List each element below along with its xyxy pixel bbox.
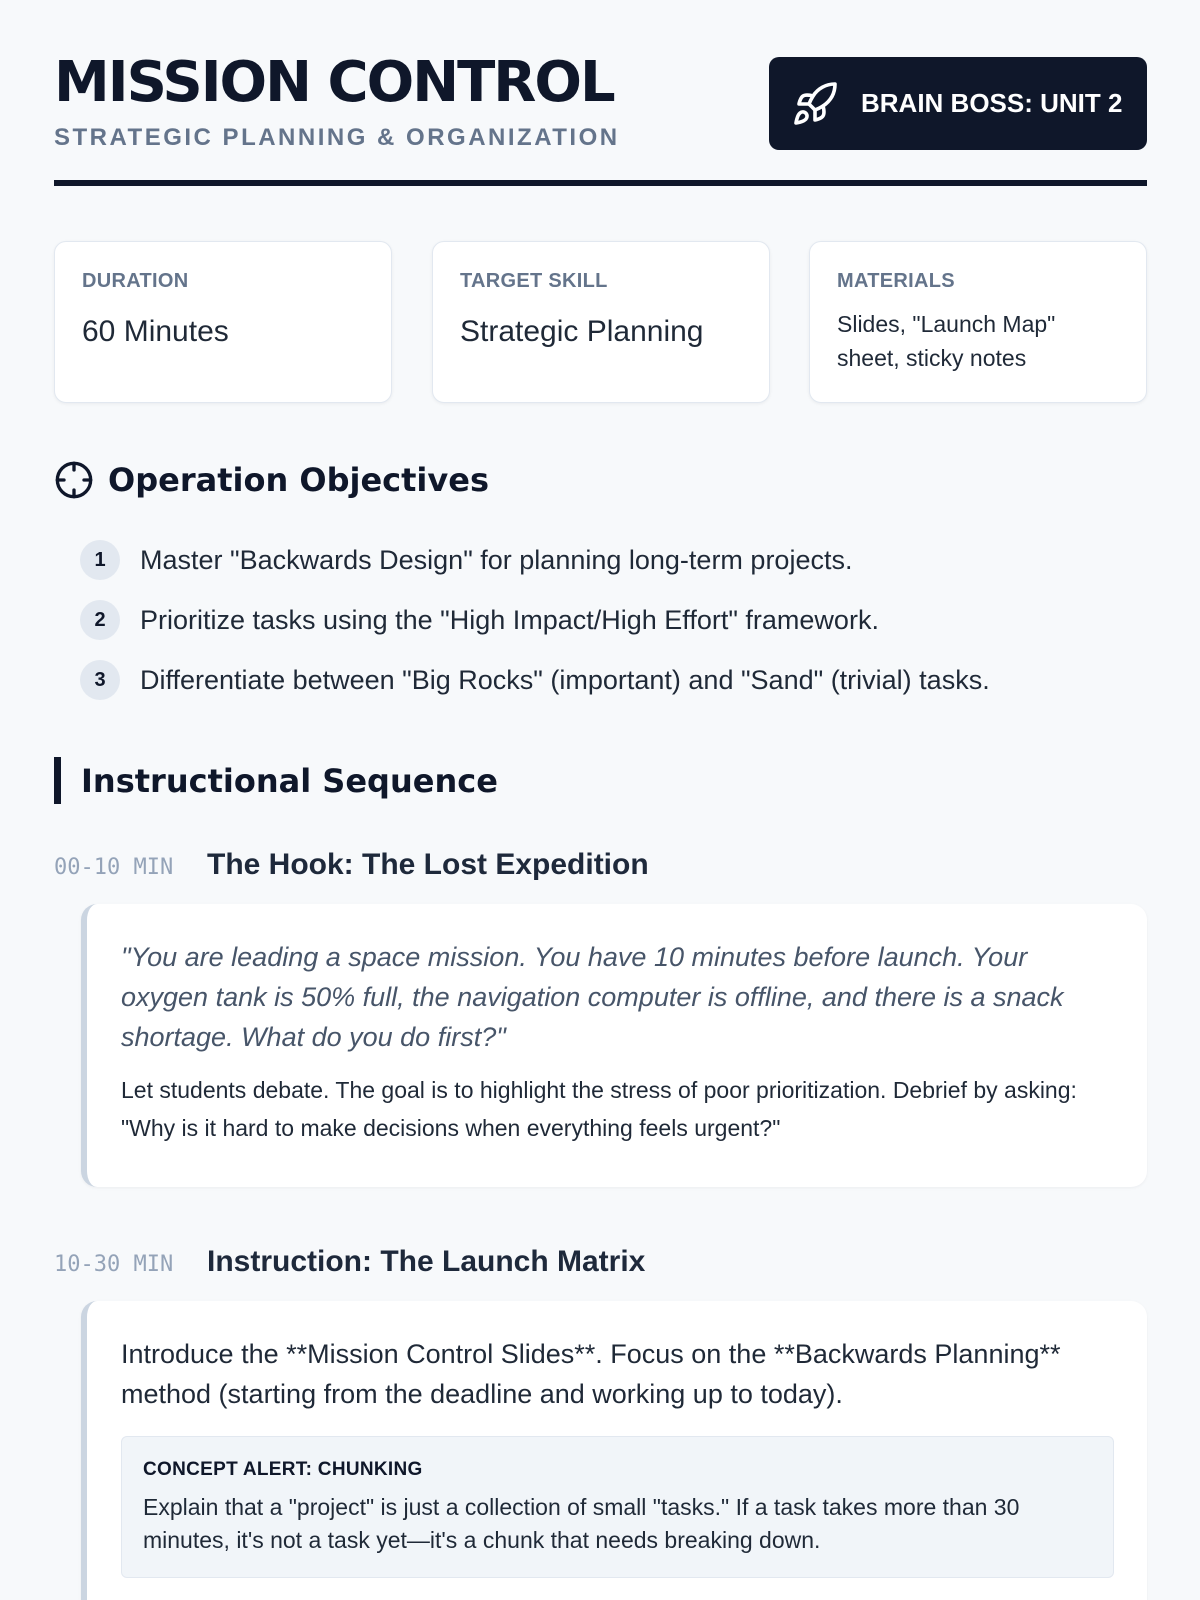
number-badge: 2 <box>80 600 120 640</box>
phase-title: Instruction: The Launch Matrix <box>207 1245 646 1278</box>
card-value: 60 Minutes <box>82 315 229 348</box>
phase-card <box>81 1301 1147 1600</box>
duration-card <box>54 241 392 403</box>
phase-header <box>54 1245 645 1279</box>
hook-quote: "You are leading a space mission. You have 10 minutes before launch. Your oxygen tank is 50% full, the navigation computer is offline, and there is a snack shortage. What do you do first?" <box>121 942 1064 1052</box>
card-label: DURATION <box>82 270 189 292</box>
page-title: MISSION CONTROL <box>54 50 614 115</box>
instruction-text: Introduce the **Mission Control Slides**. Focus on the **Backwards Planning** method (starting from the deadline and working up to today). <box>121 1339 1061 1409</box>
sequence-heading <box>54 757 498 804</box>
page-header <box>54 0 1147 186</box>
phase-time: 10-30 MIN <box>54 1252 174 1277</box>
unit-badge <box>769 57 1147 150</box>
crosshair-icon <box>54 460 94 500</box>
objectives-heading <box>54 460 489 500</box>
list-item <box>80 530 990 590</box>
teacher-note: Let students debate. The goal is to highlight the stress of poor prioritization. Debrief by asking: "Why is it hard to make decisions when everything feels urgent?" <box>121 1077 1077 1141</box>
rocket-icon <box>791 80 839 128</box>
objectives-list <box>80 530 990 710</box>
phase-title: The Hook: The Lost Expedition <box>207 848 649 881</box>
section-title: Operation Objectives <box>108 461 489 499</box>
card-label: TARGET SKILL <box>460 270 608 292</box>
alert-text: Explain that a "project" is just a collection of small "tasks." If a task takes more than 30 minutes, it's not a task yet—it's a chunk that needs breaking down. <box>143 1494 1020 1553</box>
phase-time: 00-10 MIN <box>54 855 174 880</box>
objective-text: Prioritize tasks using the "High Impact/High Effort" framework. <box>140 604 879 635</box>
card-value: Strategic Planning <box>460 315 704 348</box>
number-badge: 3 <box>80 660 120 700</box>
lesson-plan-page <box>54 0 1147 1553</box>
phase-card <box>81 904 1147 1187</box>
list-item <box>80 590 990 650</box>
card-value: Slides, "Launch Map" sheet, sticky notes <box>837 311 1056 371</box>
alert-title: CONCEPT ALERT: CHUNKING <box>143 1459 423 1480</box>
target-skill-card <box>432 241 770 403</box>
section-title: Instructional Sequence <box>81 761 498 800</box>
objective-text: Master "Backwards Design" for planning long-term projects. <box>140 544 853 575</box>
number-badge: 1 <box>80 540 120 580</box>
heading-accent-bar <box>54 757 61 804</box>
unit-badge-label: BRAIN BOSS: UNIT 2 <box>861 88 1123 118</box>
concept-alert <box>121 1436 1114 1578</box>
materials-card <box>809 241 1147 403</box>
info-cards <box>54 241 1147 403</box>
phase-header <box>54 848 649 882</box>
objective-text: Differentiate between "Big Rocks" (important) and "Sand" (trivial) tasks. <box>140 664 990 695</box>
page-subtitle: STRATEGIC PLANNING & ORGANIZATION <box>54 124 620 151</box>
card-label: MATERIALS <box>837 270 955 292</box>
list-item <box>80 650 990 710</box>
